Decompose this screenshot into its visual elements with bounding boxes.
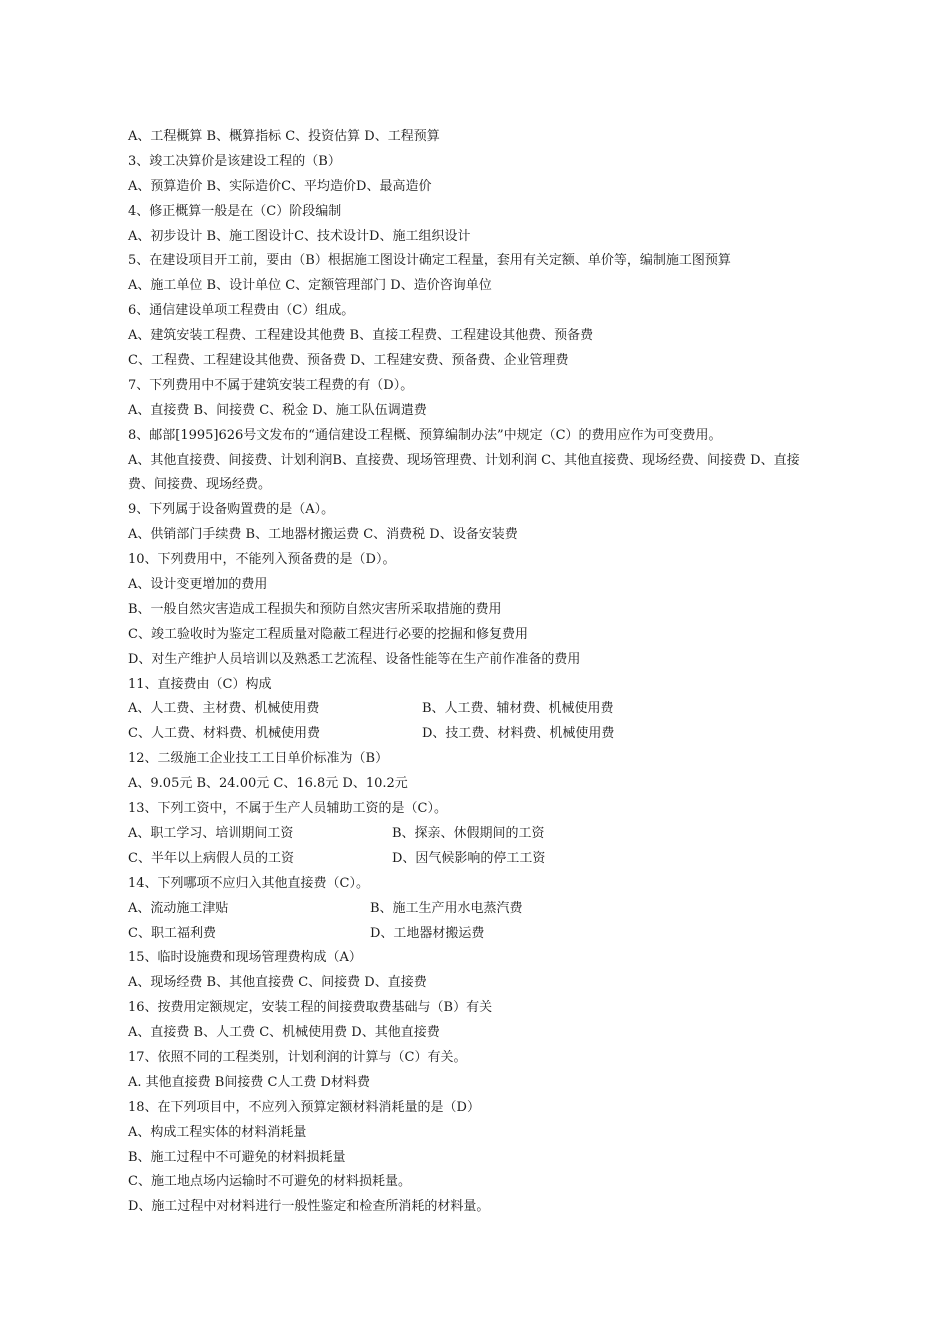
option-left: A、职工学习、培训期间工资 bbox=[128, 825, 294, 841]
text-line: A、9.05元 B、24.00元 C、16.8元 D、10.2元 bbox=[128, 776, 408, 792]
text-line: A、构成工程实体的材料消耗量 bbox=[128, 1124, 307, 1140]
text-line: 18、在下列项目中，不应列入预算定额材料消耗量的是（D） bbox=[128, 1099, 480, 1115]
text-line: D、施工过程中对材料进行一般性鉴定和检查所消耗的材料量。 bbox=[128, 1199, 490, 1215]
text-line: B、一般自然灾害造成工程损失和预防自然灾害所采取措施的费用 bbox=[128, 601, 502, 617]
text-line: A、初步设计 B、施工图设计C、技术设计D、施工组织设计 bbox=[128, 228, 471, 244]
option-row bbox=[128, 722, 888, 747]
text-line: A、现场经费 B、其他直接费 C、间接费 D、直接费 bbox=[128, 975, 427, 991]
option-row bbox=[128, 697, 888, 722]
text-line: 6、通信建设单项工程费由（C）组成。 bbox=[128, 303, 355, 319]
option-row bbox=[128, 922, 888, 947]
option-right: B、人工费、辅材费、机械使用费 bbox=[422, 701, 614, 717]
option-row bbox=[128, 822, 888, 847]
document-page bbox=[128, 125, 888, 1220]
text-line: 12、二级施工企业技工工日单价标准为（B） bbox=[128, 751, 389, 767]
text-line: C、施工地点场内运输时不可避免的材料损耗量。 bbox=[128, 1174, 411, 1190]
text-line: A、施工单位 B、设计单位 C、定额管理部门 D、造价咨询单位 bbox=[128, 278, 492, 294]
option-row bbox=[128, 847, 888, 872]
option-right: B、探亲、休假期间的工资 bbox=[392, 825, 545, 841]
text-line: 9、下列属于设备购置费的是（A）。 bbox=[128, 502, 335, 518]
text-line: 17、依照不同的工程类别，计划利润的计算与（C）有关。 bbox=[128, 1049, 467, 1065]
text-line: 10、下列费用中，不能列入预备费的是（D）。 bbox=[128, 552, 396, 568]
option-right: D、因气候影响的停工工资 bbox=[392, 850, 546, 866]
text-line: 4、修正概算一般是在（C）阶段编制 bbox=[128, 203, 342, 219]
text-line: A、直接费 B、间接费 C、税金 D、施工队伍调遣费 bbox=[128, 402, 427, 418]
text-line: A、设计变更增加的费用 bbox=[128, 577, 268, 593]
text-line: 费、间接费、现场经费。 bbox=[128, 477, 272, 493]
text-line: A. 其他直接费 B间接费 C人工费 D材料费 bbox=[128, 1074, 370, 1090]
text-line: A、工程概算 B、概算指标 C、投资估算 D、工程预算 bbox=[128, 129, 440, 144]
text-line: A、建筑安装工程费、工程建设其他费 B、直接工程费、工程建设其他费、预备费 bbox=[128, 328, 594, 344]
text-line: 3、竣工决算价是该建设工程的（B） bbox=[128, 153, 341, 169]
text-line: 5、在建设项目开工前，要由（B）根据施工图设计确定工程量，套用有关定额、单价等，编制施工图预算 bbox=[128, 253, 731, 269]
option-left: C、人工费、材料费、机械使用费 bbox=[128, 726, 320, 742]
text-line: C、工程费、工程建设其他费、预备费 D、工程建安费、预备费、企业管理费 bbox=[128, 353, 569, 369]
option-left: C、职工福利费 bbox=[128, 925, 216, 941]
option-left: A、流动施工津贴 bbox=[128, 900, 229, 916]
text-line: A、其他直接费、间接费、计划利润B、直接费、现场管理费、计划利润 C、其他直接费、现场经费、间接费 D、直接 bbox=[128, 452, 800, 468]
text-line: 13、下列工资中，不属于生产人员辅助工资的是（C）。 bbox=[128, 801, 447, 817]
text-line: 8、邮部[1995]626号文发布的“通信建设工程概、预算编制办法”中规定（C）的费用应作为可变费用。 bbox=[128, 427, 722, 443]
text-line: A、直接费 B、人工费 C、机械使用费 D、其他直接费 bbox=[128, 1025, 440, 1041]
text-line: 7、下列费用中不属于建筑安装工程费的有（D）。 bbox=[128, 377, 414, 393]
text-line: 11、直接费由（C）构成 bbox=[128, 676, 272, 692]
text-line: 16、按费用定额规定，安装工程的间接费取费基础与（B）有关 bbox=[128, 1000, 493, 1016]
text-line: B、施工过程中不可避免的材料损耗量 bbox=[128, 1149, 346, 1165]
text-line: C、竣工验收时为鉴定工程质量对隐蔽工程进行必要的挖掘和修复费用 bbox=[128, 626, 528, 642]
text-line: 15、临时设施费和现场管理费构成（A） bbox=[128, 950, 362, 966]
option-right: D、工地器材搬运费 bbox=[370, 925, 485, 941]
option-right: D、技工费、材料费、机械使用费 bbox=[422, 726, 615, 742]
text-line: 14、下列哪项不应归入其他直接费（C）。 bbox=[128, 875, 369, 891]
option-right: B、施工生产用水电蒸汽费 bbox=[370, 900, 523, 916]
option-row bbox=[128, 897, 888, 922]
text-line: A、供销部门手续费 B、工地器材搬运费 C、消费税 D、设备安装费 bbox=[128, 527, 518, 543]
option-left: A、人工费、主材费、机械使用费 bbox=[128, 701, 320, 717]
text-line: A、预算造价 B、实际造价C、平均造价D、最高造价 bbox=[128, 178, 432, 194]
text-line: D、对生产维护人员培训以及熟悉工艺流程、设备性能等在生产前作准备的费用 bbox=[128, 651, 581, 667]
option-left: C、半年以上病假人员的工资 bbox=[128, 850, 294, 866]
